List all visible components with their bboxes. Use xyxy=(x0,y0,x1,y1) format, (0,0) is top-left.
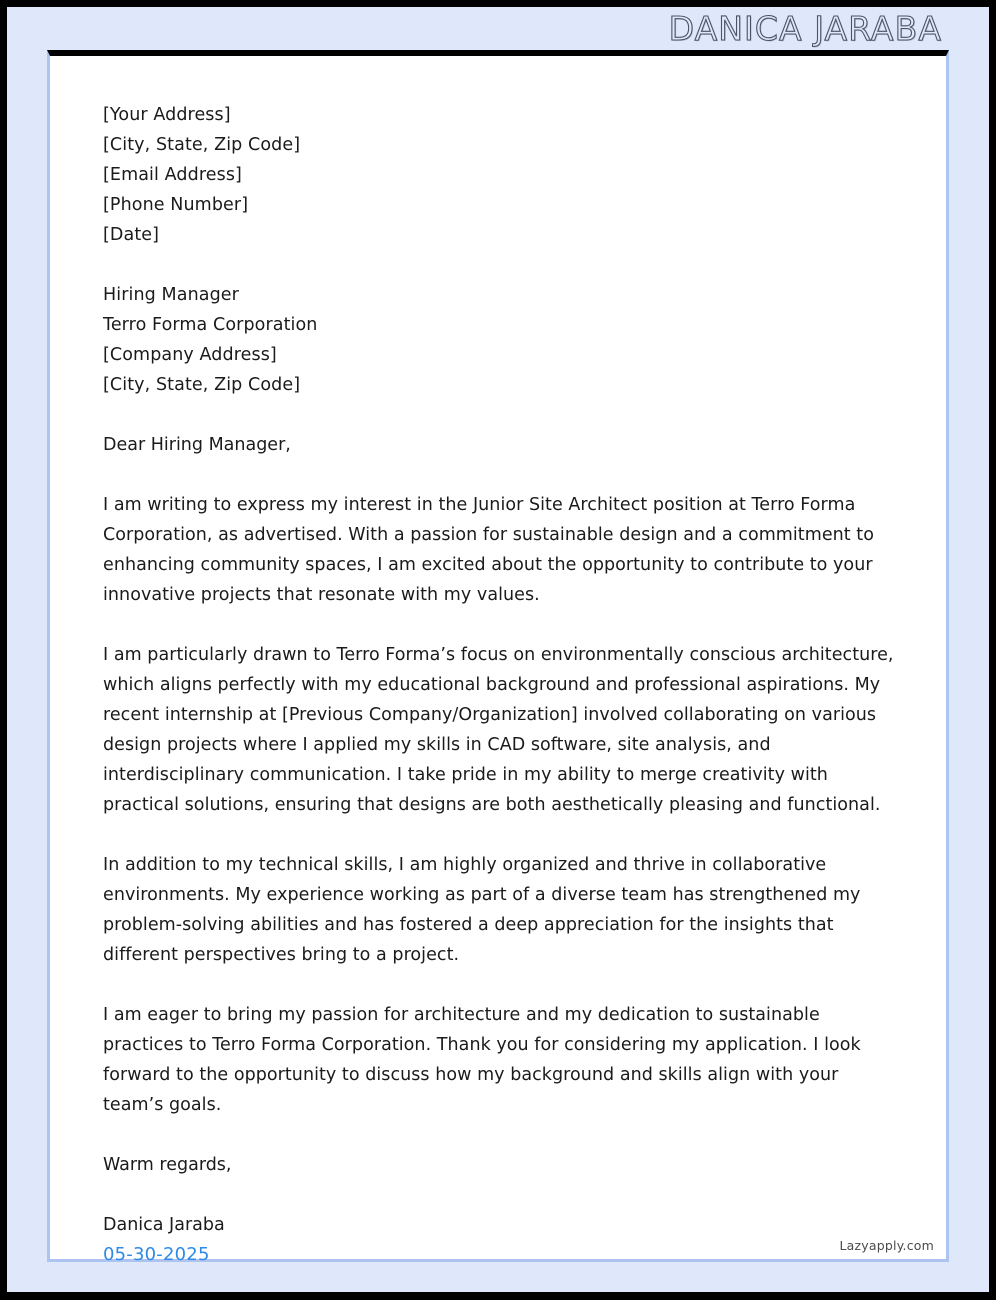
spacer xyxy=(103,820,900,850)
footer-watermark: Lazyapply.com xyxy=(839,1238,934,1253)
spacer xyxy=(103,1180,900,1210)
document-canvas xyxy=(7,7,989,1292)
body-paragraph-1: I am writing to express my interest in the Junior Site Architect position at Terro Forma Corporation, as advertised. With a passion for sustainable design and a commitment to enhancing community spaces, I am excited about the opportunity to contribute to your innovative projects that resonate with my values. xyxy=(103,495,874,605)
sender-email-line: [Email Address] xyxy=(103,165,242,185)
body-paragraph-3: In addition to my technical skills, I am highly organized and thrive in collaborative environments. My experience working as part of a diverse team has strengthened my problem-solving abilities and has fostered a deep appreciation for the insights that different perspectives bring to a project. xyxy=(103,855,861,965)
letter-content xyxy=(50,56,946,1265)
signature-name: Danica Jaraba xyxy=(103,1215,225,1235)
recipient-title-line: Hiring Manager xyxy=(103,285,239,305)
candidate-name-heading: DANICA JARABA xyxy=(668,9,942,48)
recipient-city-line: [City, State, Zip Code] xyxy=(103,375,301,395)
closing-line: Warm regards, xyxy=(103,1155,232,1175)
spacer xyxy=(103,1120,900,1150)
body-paragraph-4: I am eager to bring my passion for architecture and my dedication to sustainable practices to Terro Forma Corporation. Thank you for considering my application. I look forward to the opportunity to discuss how my background and skills align with your team’s goals. xyxy=(103,1005,861,1115)
spacer xyxy=(103,460,900,490)
spacer xyxy=(103,970,900,1000)
spacer xyxy=(103,250,900,280)
sender-address-block xyxy=(103,100,900,250)
recipient-company-line: Terro Forma Corporation xyxy=(103,315,318,335)
sender-city-line: [City, State, Zip Code] xyxy=(103,135,301,155)
salutation: Dear Hiring Manager, xyxy=(103,435,291,455)
sender-phone-line: [Phone Number] xyxy=(103,195,249,215)
letterhead-banner xyxy=(7,7,989,50)
sender-date-line: [Date] xyxy=(103,225,160,245)
signature-date: 05-30-2025 xyxy=(103,1244,210,1265)
sender-address-line: [Your Address] xyxy=(103,105,231,125)
spacer xyxy=(103,610,900,640)
recipient-address-block xyxy=(103,280,900,400)
letter-page xyxy=(47,50,949,1265)
body-paragraph-2: I am particularly drawn to Terro Forma’s focus on environmentally conscious architecture, which aligns perfectly with my educational background and professional aspirations. My recent internship at [Previous Company/Organization] involved collaborating on various design projects where I applied my skills in CAD software, site analysis, and interdisciplinary communication. I take pride in my ability to merge creativity with practical solutions, ensuring that designs are both aesthetically pleasing and functional. xyxy=(103,645,894,815)
recipient-address-line: [Company Address] xyxy=(103,345,277,365)
spacer xyxy=(103,400,900,430)
